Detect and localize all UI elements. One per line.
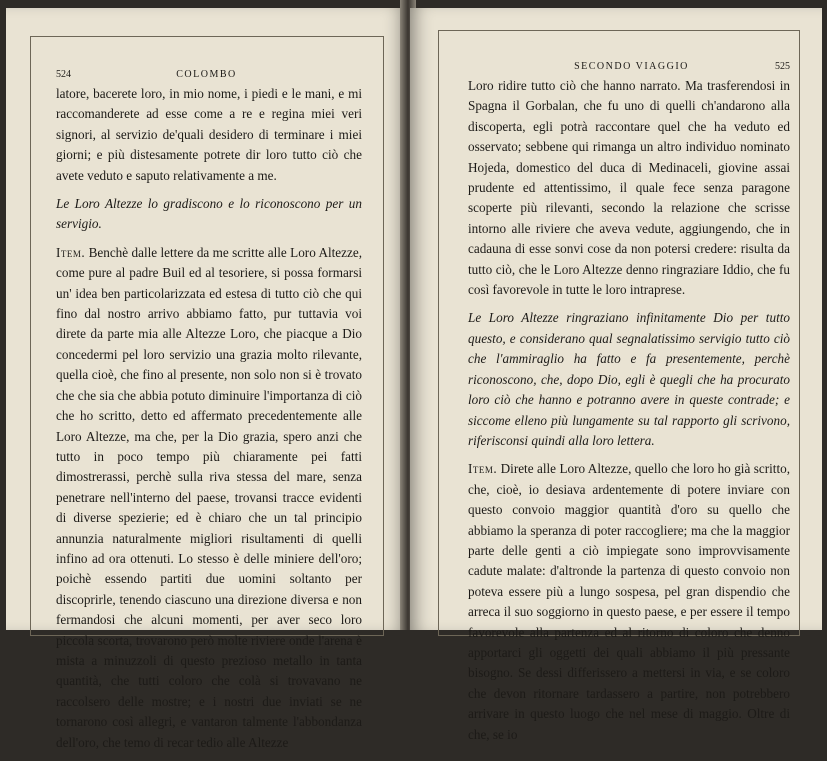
item-text: Direte alle Loro Altezze, quello che loro ho già scritto, che, cioè, io desiava ardentemente di potere inviare con questo convoio maggior quantità d'oro su quello che abbiamo la speranza di poter raccogliere; ma che la maggior parte delle genti a ciò impiegate sono improvvisamente cadute malate: d'altronde la partenza di questo convoio non poteva essere più a lungo sospesa, pel gran dispendio che arreca il suo soggiorno in questo paese, e per essere il tempo favorevole alla partenza ed al ritorno di coloro che denno apportarci gli oggetti dei quali abbiamo il più pressante bisogno. Se dessi differissero a mettersi in via, e se coloro che devon ritornare tardassero a partire, non potrebbero arrivare in questo luogo che nel mese di maggio. Oltre di che, se io — [468, 461, 791, 742]
right-page-text — [468, 60, 790, 753]
item-label: Item. — [468, 461, 498, 477]
item-text: Benchè dalle lettere da me scritte alle Loro Altezze, come pure al padre Buil ed al tesoriere, si possa formarsi un' idea ben particolarizzata ed estesa di tutto ciò che qui fino dal nostro arrivo abbiamo fatto, pur tuttavia voi direte da parte mia alle Altezze Loro, che piacque a Dio concedermi pel loro servizio una grazia molto rilevante, quella cioè, che fino al presente, non solo non si è trovato che che sia che abbia potuto diminuire l'importanza di ciò che ho scritto, detto ed affermato precedentemente alle Loro Altezze, ma che, per la Dio grazia, spero anzi che tutto in poco tempo più chiaramente pei fatti dimostrerassi, perchè sulla riva stessa del mare, senza penetrare nell'interno del paese, trovansi tracce evidenti di diverse spezierie; ed è chiaro che un tal principio annunzia naturalmente migliori risultamenti di quelli infino ad ora ottenuti. Lo stesso è delle miniere dell'oro; poichè essendo partiti due uomini soltanto per discoprirle, tenendo ciascuno una direzione diversa e non fermandosi che alcuni momenti, per aver seco loro piccola scorta, trovarono però molte riviere onde l'arena è mista a minuzzoli di questo prezioso metallo in tanta quantità, che tutti coloro che colà si trovavano ne raccolsero delle mostre; e i nostri due inviati se ne tornarono così allegri, e vantaron talmente l'abbondanza dell'oro, che temo di recar tedio alle Altezze — [56, 244, 363, 750]
paragraph: Loro ridire tutto ciò che hanno narrato. Ma trasferendosi in Spagna il Gorbalan, che fu uno di quelli ch'andarono alla discoperta, egli potrà raccontare quel che ha veduto ed osservato; sebbene qui rimanga un altro individuo nominato Hojeda, domestico del duca di Medinaceli, giovine assai prudente ed attentissimo, il quale fece senza paragone scoperte più rilevanti, secondo la relazione che scrisse intorno alle riviere che aveva vedute, aggiungendo, che in cadauna di esse sonvi cose da non potersi credere: risulta da tutto ciò, che le Loro Altezze denno ringraziare Iddio, che fu così favorevole in tutte le loro intraprese. — [468, 78, 790, 298]
right-page-header — [468, 60, 790, 74]
sovereigns-reply: Le Loro Altezze lo gradiscono e lo riconoscono per un servigio. — [56, 196, 362, 232]
paragraph: latore, bacerete loro, in mio nome, i piedi e le mani, e mi raccomanderete ad esse come a re e regina miei veri signori, al servizio de'quali desidero di terminare i miei giorni; e più distesamente potrete dir loro tutto ciò che avete veduto e saputo relativamente a me. — [56, 86, 362, 183]
left-page — [6, 8, 406, 750]
left-page-header — [56, 68, 362, 82]
item-paragraph — [56, 243, 362, 753]
running-head: COLOMBO — [176, 69, 237, 80]
left-page-text — [56, 68, 362, 761]
item-paragraph — [468, 459, 790, 745]
right-page — [410, 8, 822, 742]
item-label: Item. — [56, 244, 86, 260]
page-number: 524 — [56, 69, 71, 80]
page-number: 525 — [774, 61, 790, 72]
sovereigns-reply: Le Loro Altezze ringraziano infinitamente Dio per tutto questo, e considerano qual segnalatissimo servigio tutto ciò che l'ammiraglio ha fatto e fa presentemente, perchè riconoscono, che, dopo Dio, egli è quegli che ha procurato loro ciò che hanno e potranno avere in queste contrade; e siccome elleno più lungamente su tal rapporto gli scrivono, riferisconsi quindi alla loro lettera. — [468, 310, 790, 448]
running-head: SECONDO VIAGGIO — [574, 61, 689, 72]
